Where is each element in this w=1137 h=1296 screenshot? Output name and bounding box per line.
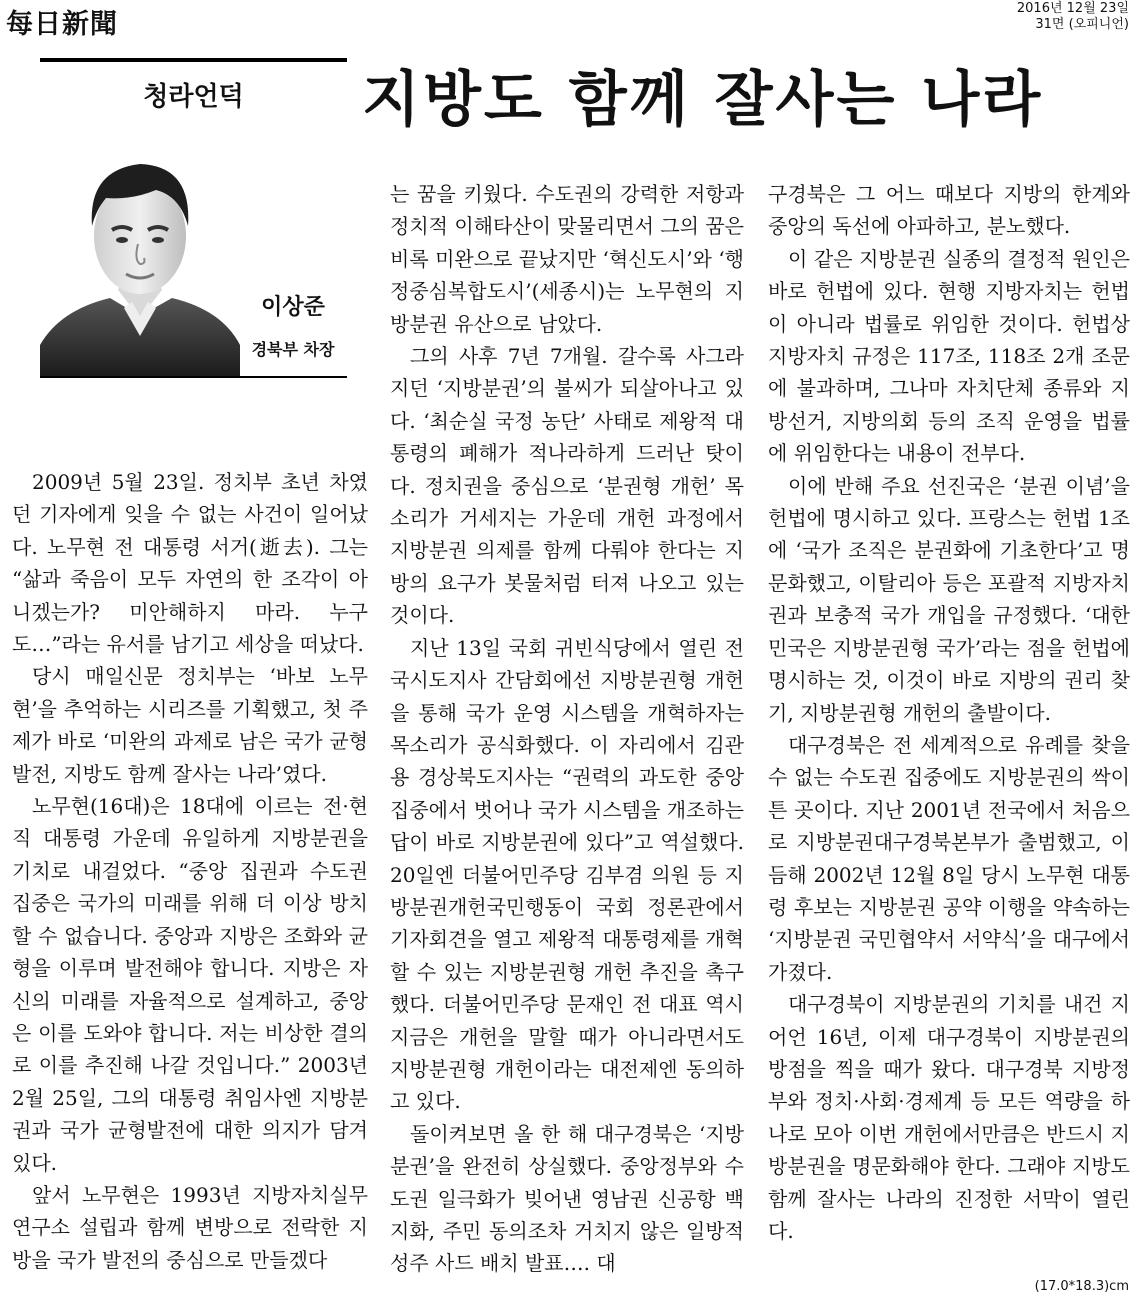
page-section: 31면 (오피니언) [1035, 17, 1129, 32]
paragraph: 앞서 노무현은 1993년 지방자치실무연구소 설립과 함께 변방으로 전락한 지방을 국가 발전의 중심으로 만들겠다 [12, 1182, 368, 1272]
paragraph: 이 같은 지방분권 실종의 결정적 원인은 바로 헌법에 있다. 현행 지방자치는 헌법이 아니라 법률로 위임한 것이다. 헌법상 지방자치 규정은 117조, 118조 2개 조문에 불과하며, 그나마 자치단체 종류와 지방선거, 지방의회 등의 조직 운영을 법률에 위임한다는 내용이 전부다. [768, 246, 1130, 466]
portrait-illustration [40, 140, 240, 376]
paragraph-continued: 는 꿈을 키웠다. 수도권의 강력한 저항과 정치적 이해타산이 맞물리면서 그의 꿈은 비록 미완으로 끝났지만 ‘혁신도시’와 ‘행정중심복합도시’(세종시)는 노무현의 지방분권 유산으로 남았다. [390, 182, 744, 336]
bottom-rule [40, 376, 347, 378]
author-role: 경북부 차장 [251, 340, 335, 359]
paragraph: 지난 13일 국회 귀빈식당에서 열린 전국시도지사 간담회에선 지방분권형 개헌을 통해 국가 운영 시스템을 개혁하자는 목소리가 공식화했다. 이 자리에서 김관용 경상북도지사는 “권력의 과도한 중앙 집중에서 벗어나 국가 시스템을 개조하는 답이 바로 지방분권에 있다”고 역설했다. 20일엔 더불어민주당 김부겸 의원 등 지방분권개헌국민행동이 국회 정론관에서 기자회견을 열고 제왕적 대통령제를 개혁할 수 있는 지방분권형 개헌 추진을 촉구했다. 더불어민주당 문재인 전 대표 역시 지금은 개헌을 말할 때가 아니라면서도 지방분권형 개헌이라는 대전제엔 동의하고 있다. [390, 635, 744, 1114]
paragraph: 이에 반해 주요 선진국은 ‘분권 이념’을 헌법에 명시하고 있다. 프랑스는 헌법 1조에 ‘국가 조직은 분권화에 기초한다’고 명문화했고, 이탈리아 등은 포괄적 지방자치권과 보충적 국가 개입을 규정했다. ‘대한민국은 지방분권형 국가’라는 점을 헌법에 명시하는 것, 이것이 바로 지방의 권리 찾기, 지방분권형 개헌의 출발이다. [768, 473, 1130, 725]
paragraph-continued: 구경북은 그 어느 때보다 지방의 한계와 중앙의 독선에 아파하고, 분노했다. [768, 182, 1130, 239]
paragraph: 당시 매일신문 정치부는 ‘바보 노무현’을 추억하는 시리즈를 기획했고, 첫 주제가 바로 ‘미완의 과제로 남은 국가 균형발전, 지방도 함께 잘사는 나라’였다. [12, 664, 368, 786]
column-name: 청라언덕 [143, 82, 244, 112]
body-column-1 [12, 466, 368, 1276]
paragraph: 대구경북이 지방분권의 기치를 내건 지 어언 16년, 이제 대구경북이 지방분권의 방점을 찍을 때가 왔다. 대구경북 지방정부와 정치·사회·경제계 등 모든 역량을 하나로 모아 이번 개헌에서만큼은 반드시 지방분권을 명문화해야 한다. 그래야 지방도 함께 잘사는 나라의 진정한 서막이 열린다. [768, 992, 1130, 1243]
paragraph: 그의 사후 7년 7개월. 갈수록 사그라지던 ‘지방분권’의 불씨가 되살아나고 있다. ‘최순실 국정 농단’ 사태로 제왕적 대통령의 폐해가 적나라하게 드러난 탓이다. 정치권을 중심으로 ‘분권형 개헌’ 목소리가 거세지는 가운데 개헌 과정에서 지방분권 의제를 함께 다뤄야 한다는 지방의 요구가 봇물처럼 터져 나오고 있는 것이다. [390, 344, 744, 628]
author-name: 이상준 [261, 295, 325, 320]
paragraph: 2009년 5월 23일. 정치부 초년 차였던 기자에게 잊을 수 없는 사건이 일어났다. 노무현 전 대통령 서거(逝去). 그는 “삶과 죽음이 모두 자연의 한 조각이 아니겠는가? 미안해하지 마라. 누구도…”라는 유서를 남기고 세상을 떠났다. [12, 470, 368, 657]
paragraph: 노무현(16대)은 18대에 이르는 전·현직 대통령 가운데 유일하게 지방분권을 기치로 내걸었다. “중앙 집권과 수도권 집중은 국가의 미래를 위해 더 이상 방치할 수 없습니다. 중앙과 지방은 조화와 균형을 이루며 발전해야 합니다. 지방은 자신의 미래를 자율적으로 설계하고, 중앙은 이를 도와야 합니다. 저는 비상한 결의로 이를 추진해 나갈 것입니다.” 2003년 2월 25일, 그의 대통령 취임사엔 지방분권과 국가 균형발전에 대한 의지가 담겨 있다. [12, 794, 368, 1175]
paragraph: 대구경북은 전 세계적으로 유례를 찾을 수 없는 수도권 집중에도 지방분권의 싹이 튼 곳이다. 지난 2001년 전국에서 처음으로 지방분권대구경북본부가 출범했고, 이듬해 2002년 12월 8일 당시 노무현 대통령 후보는 지방분권 공약 이행을 약속하는 ‘지방분권 국민협약서 서약식’을 대구에서 가졌다. [768, 732, 1130, 984]
masthead: 每日新聞 [6, 9, 118, 40]
body-column-2 [390, 178, 744, 1280]
author-portrait [40, 140, 240, 376]
article-title: 지방도 함께 잘사는 나라 [362, 65, 1044, 135]
body-column-3 [768, 178, 1130, 1247]
top-rule [40, 58, 347, 62]
date-line [1017, 1, 1129, 33]
issue-date: 2016년 12월 23일 [1016, 1, 1129, 16]
paragraph: 돌이켜보면 올 한 해 대구경북은 ‘지방분권’을 완전히 상실했다. 중앙정부와 수도권 일극화가 빚어낸 영남권 신공항 백지화, 주민 동의조차 거치지 않은 일방적 성주 사드 배치 발표…. 대 [390, 1121, 744, 1276]
article-size-note: (17.0*18.3)cm [1034, 1279, 1129, 1294]
